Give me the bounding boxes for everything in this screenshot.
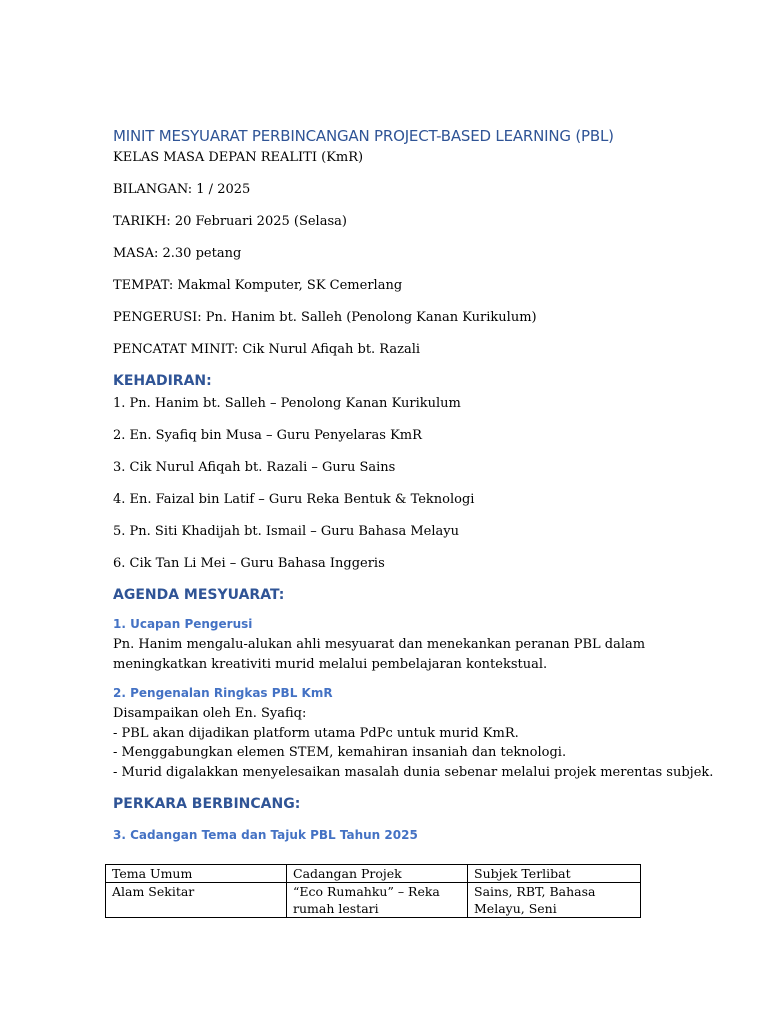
meeting-number: BILANGAN: 1 / 2025 [113,182,251,197]
agenda-item-2-bullet: - Murid digalakkan menyelesaikan masalah dunia sebenar melalui projek merentas subjek. [113,764,714,780]
attendance-item: 3. Cik Nurul Afiqah bt. Razali – Guru Sains [113,460,396,475]
table-cell: Alam Sekitar [106,883,287,918]
agenda-item-1-heading: 1. Ucapan Pengerusi [113,617,253,631]
meeting-venue: TEMPAT: Makmal Komputer, SK Cemerlang [113,278,403,293]
table-row [106,883,641,918]
agenda-item-2-bullet: - Menggabungkan elemen STEM, kemahiran insaniah dan teknologi. [113,745,567,760]
agenda-item-1-text: Pn. Hanim mengalu-alukan ahli mesyuarat dan menekankan peranan PBL dalam [113,637,646,652]
attendance-item: 4. En. Faizal bin Latif – Guru Reka Bentuk & Teknologi [113,492,475,507]
table-header-row [106,865,641,883]
meeting-chair: PENGERUSI: Pn. Hanim bt. Salleh (Penolong Kanan Kurikulum) [113,310,537,325]
discussion-item-3-heading: 3. Cadangan Tema dan Tajuk PBL Tahun 2025 [113,828,418,842]
meeting-date: TARIKH: 20 Februari 2025 (Selasa) [113,214,347,229]
agenda-item-2-heading: 2. Pengenalan Ringkas PBL KmR [113,686,333,700]
document-title: MINIT MESYUARAT PERBINCANGAN PROJECT-BASED LEARNING (PBL) [113,127,614,145]
document-body [113,126,714,846]
table-cell: “Eco Rumahku” – Reka rumah lestari [287,883,468,918]
meeting-time: MASA: 2.30 petang [113,246,242,261]
agenda-heading: AGENDA MESYUARAT: [113,587,285,603]
attendance-item: 6. Cik Tan Li Mei – Guru Bahasa Inggeris [113,556,385,571]
attendance-heading: KEHADIRAN: [113,373,212,389]
minute-taker: PENCATAT MINIT: Cik Nurul Afiqah bt. Razali [113,342,421,357]
discussion-heading: PERKARA BERBINCANG: [113,796,301,812]
table-cell: Sains, RBT, Bahasa Melayu, Seni [468,883,641,918]
project-table [105,864,641,918]
table-header-cell: Tema Umum [106,865,287,883]
attendance-item: 1. Pn. Hanim bt. Salleh – Penolong Kanan Kurikulum [113,396,461,411]
agenda-item-2-bullet: - PBL akan dijadikan platform utama PdPc untuk murid KmR. [113,725,519,741]
attendance-item: 5. Pn. Siti Khadijah bt. Ismail – Guru Bahasa Melayu [113,524,459,539]
agenda-item-1-text: meningkatkan kreativiti murid melalui pembelajaran kontekstual. [113,656,548,672]
table-header-cell: Subjek Terlibat [468,865,641,883]
agenda-item-2-text: Disampaikan oleh En. Syafiq: [113,706,307,721]
table-header-cell: Cadangan Projek [287,865,468,883]
attendance-item: 2. En. Syafiq bin Musa – Guru Penyelaras KmR [113,428,422,443]
class-name: KELAS MASA DEPAN REALITI (KmR) [113,150,364,165]
